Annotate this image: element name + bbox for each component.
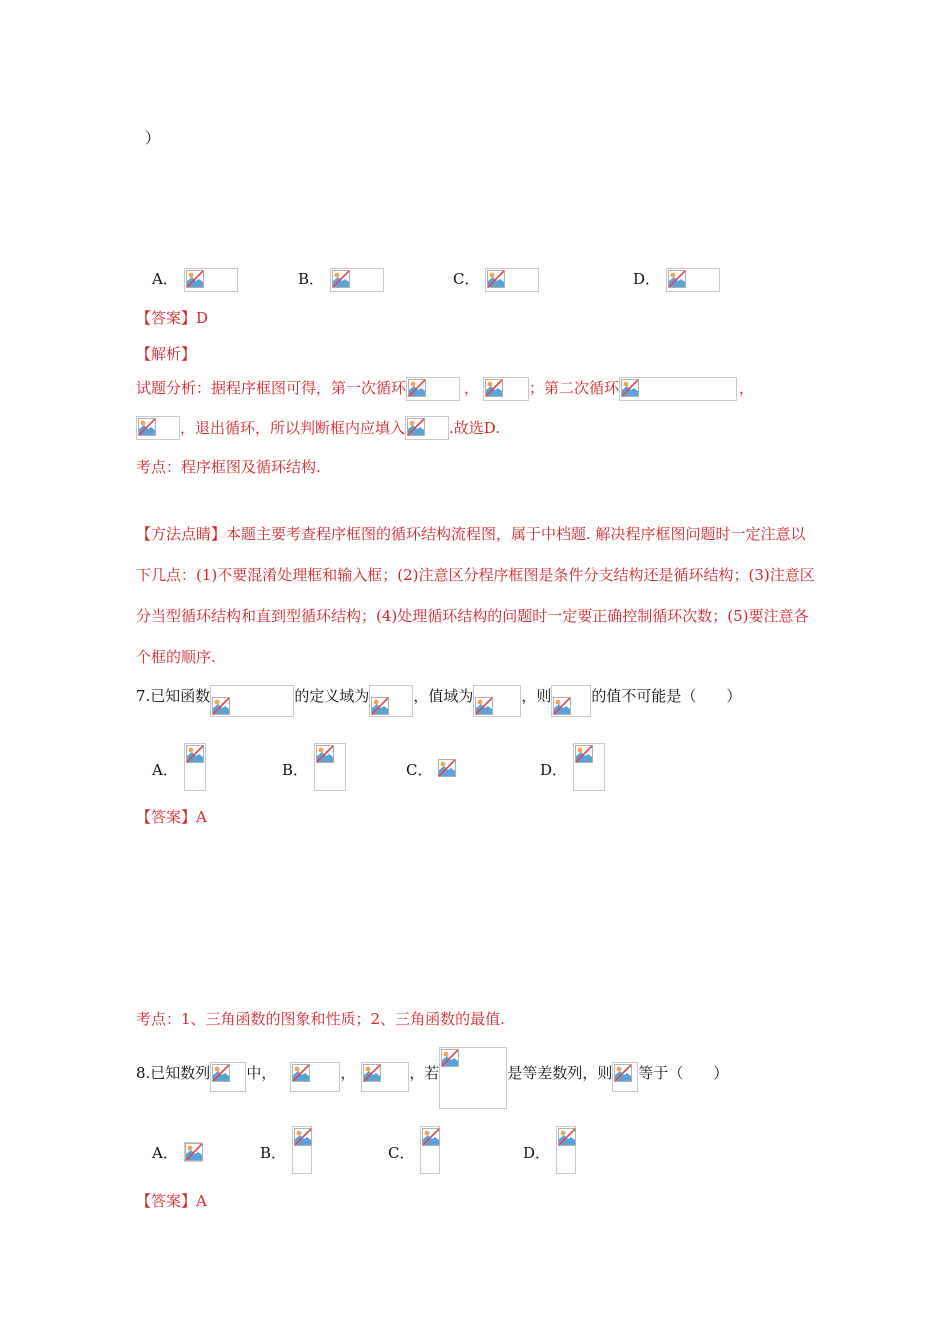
question-text: 的值不可能是（ ） — [591, 687, 742, 705]
analysis-text: ；第二次循环 — [529, 379, 620, 397]
formula-image — [136, 416, 180, 440]
broken-image-icon — [614, 1064, 632, 1082]
separator: ， — [464, 379, 480, 397]
analysis-text: .故选D. — [449, 419, 501, 437]
question-text: ，值域为 — [413, 687, 474, 705]
formula-image — [330, 268, 384, 292]
method-text: 本题主要考查程序框图的循环结构流程图，属于中档题. 解决程序框图问题时一定注意以下几点：(1)不要混淆处理框和输入框；(2)注意区分程序框图是条件分支结构还是循环结构；(3)注意区分当型循环结构和直到型循环结构；(4)处理循环结构的问题时一定要正确控制循环次数；(5)要注意各个框的顺序. — [136, 525, 815, 666]
formula-image — [184, 1142, 202, 1162]
q8-option-c-label: C． — [388, 1144, 415, 1162]
formula-image — [210, 685, 294, 717]
answer-value: D — [196, 309, 209, 327]
question-text: 7.已知函数 — [136, 687, 211, 705]
question-text: 的定义域为 — [294, 687, 370, 705]
formula-image — [292, 1126, 312, 1174]
question-text: ，则 — [521, 687, 552, 705]
formula-image — [405, 416, 449, 440]
broken-image-icon — [292, 1064, 310, 1082]
q7-option-b-label: B． — [282, 761, 309, 779]
separator: ， — [739, 379, 755, 397]
q6-option-b-label: B． — [298, 270, 325, 288]
q6-option-b — [298, 268, 384, 292]
stray-paren: ） — [145, 129, 161, 147]
formula-image — [485, 268, 539, 292]
answer-label: 【答案】 — [136, 808, 197, 826]
broken-image-icon — [408, 379, 426, 397]
q7-option-d-label: D． — [540, 761, 568, 779]
broken-image-icon — [186, 745, 204, 763]
broken-image-icon — [186, 270, 204, 288]
q7-option-a-label: A． — [152, 761, 178, 779]
broken-image-icon — [575, 745, 593, 763]
q7-kaodian: 考点：1、三角函数的图象和性质；2、三角函数的最值. — [136, 1010, 505, 1028]
formula-image — [184, 268, 238, 292]
broken-image-icon — [212, 697, 230, 715]
q6-answer — [136, 307, 208, 328]
q7-option-b — [282, 743, 346, 791]
formula-image — [210, 1062, 246, 1092]
q6-option-c — [453, 268, 539, 292]
q8-option-a-label: A． — [152, 1144, 178, 1162]
q8-option-c — [388, 1126, 440, 1174]
formula-image — [290, 1062, 340, 1092]
broken-image-icon — [363, 1064, 381, 1082]
q6-option-a — [152, 268, 238, 292]
broken-image-icon — [553, 697, 571, 715]
formula-image — [420, 1126, 440, 1174]
formula-image — [314, 743, 346, 791]
broken-image-icon — [332, 270, 350, 288]
q8-option-d-label: D． — [523, 1144, 551, 1162]
q7-option-c — [406, 759, 456, 780]
q7-option-a — [152, 743, 206, 791]
q7-option-c-label: C． — [406, 761, 433, 779]
q7-option-d — [540, 743, 605, 791]
question-text: 是等差数列，则 — [507, 1064, 613, 1082]
broken-image-icon — [485, 379, 503, 397]
question-text: 8.已知数列 — [136, 1064, 211, 1082]
broken-image-icon — [475, 697, 493, 715]
answer-value: A — [196, 808, 207, 826]
broken-image-icon — [294, 1128, 312, 1146]
q7-stem — [136, 685, 741, 717]
q6-option-c-label: C． — [453, 270, 480, 288]
method-title: 【方法点睛】 — [136, 525, 227, 543]
formula-image — [666, 268, 720, 292]
q8-option-a — [152, 1142, 202, 1163]
q8-option-b — [260, 1126, 312, 1174]
formula-image — [551, 685, 591, 717]
broken-image-icon — [185, 1143, 203, 1161]
broken-image-icon — [558, 1128, 576, 1146]
q8-stem — [136, 1047, 728, 1109]
answer-label: 【答案】 — [136, 309, 197, 327]
broken-image-icon — [621, 379, 639, 397]
broken-image-icon — [212, 1064, 230, 1082]
broken-image-icon — [441, 1049, 459, 1067]
broken-image-icon — [487, 270, 505, 288]
q6-analysis-line-2 — [136, 416, 500, 440]
formula-image — [369, 685, 413, 717]
formula-image — [439, 1047, 507, 1109]
question-text: 等于（ ） — [638, 1064, 729, 1082]
formula-image — [184, 743, 206, 791]
q6-method-paragraph — [136, 514, 816, 678]
q6-analysis-line-1 — [136, 377, 754, 401]
formula-image — [483, 377, 529, 401]
broken-image-icon — [422, 1128, 440, 1146]
q7-answer — [136, 806, 207, 827]
q6-kaodian: 考点：程序框图及循环结构. — [136, 458, 321, 476]
q6-analysis-label: 【解析】 — [136, 345, 197, 363]
question-text: ， — [340, 1064, 356, 1082]
question-text: 中， — [246, 1064, 277, 1082]
formula-image — [556, 1126, 576, 1174]
formula-image — [473, 685, 521, 717]
broken-image-icon — [316, 745, 334, 763]
q8-option-b-label: B． — [260, 1144, 287, 1162]
q6-option-a-label: A． — [152, 270, 178, 288]
broken-image-icon — [668, 270, 686, 288]
question-text: ，若 — [409, 1064, 440, 1082]
broken-image-icon — [438, 759, 456, 777]
q8-answer — [136, 1190, 207, 1211]
q8-option-d — [523, 1126, 576, 1174]
analysis-text: ，退出循环，所以判断框内应填入 — [180, 419, 406, 437]
answer-value: A — [196, 1192, 207, 1210]
analysis-text: 试题分析：据程序框图可得，第一次循环 — [136, 379, 407, 397]
broken-image-icon — [407, 418, 425, 436]
formula-image — [438, 759, 456, 777]
broken-image-icon — [371, 697, 389, 715]
formula-image — [619, 377, 737, 401]
formula-image — [406, 377, 460, 401]
broken-image-icon — [138, 418, 156, 436]
formula-image — [612, 1062, 638, 1092]
formula-image — [573, 743, 605, 791]
q6-option-d — [633, 268, 720, 292]
q6-option-d-label: D． — [633, 270, 661, 288]
formula-image — [361, 1062, 409, 1092]
answer-label: 【答案】 — [136, 1192, 197, 1210]
